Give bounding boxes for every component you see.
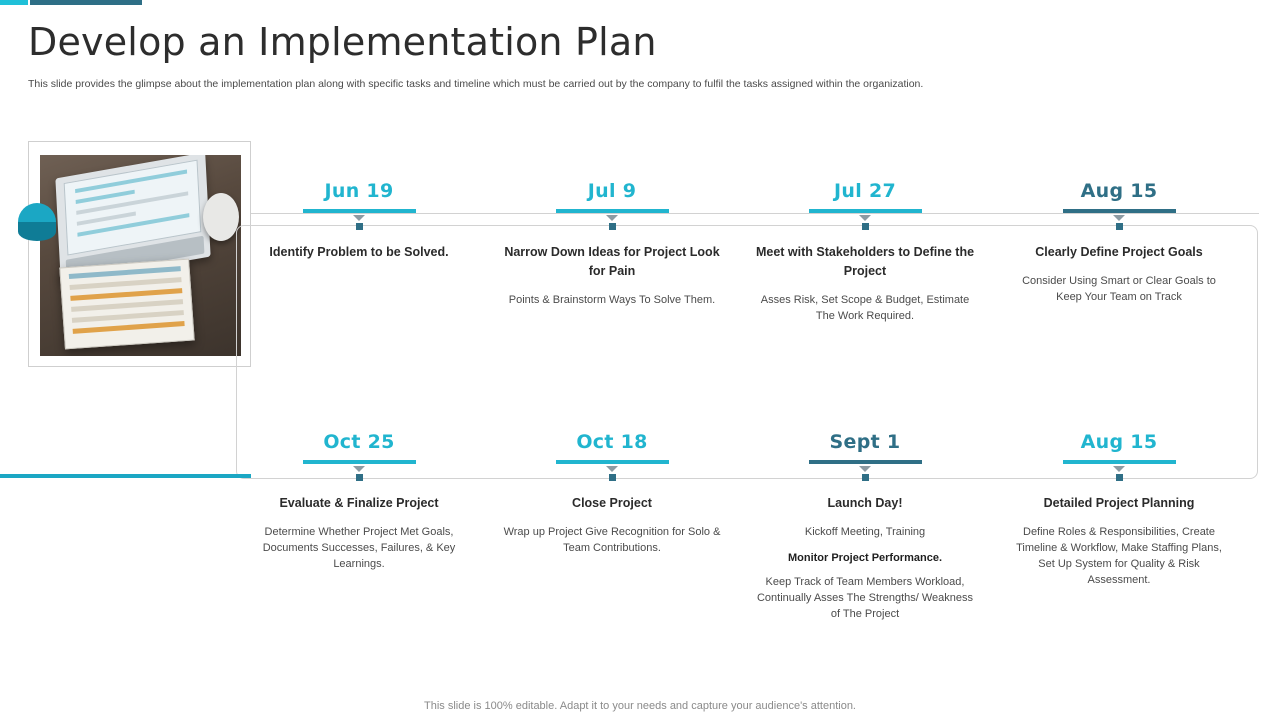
chevron-down-icon	[859, 215, 871, 221]
accent-bar-teal	[0, 0, 28, 5]
circle-decoration-lower-icon	[18, 222, 56, 241]
chevron-down-icon	[353, 466, 365, 472]
milestone-body: Points & Brainstorm Ways To Solve Them.	[508, 294, 716, 306]
milestone-tick-icon	[609, 474, 616, 481]
milestone-heading: Detailed Project Planning	[1043, 496, 1195, 510]
milestone-body: Wrap up Project Give Recognition for Solo & Team Contributions.	[503, 526, 721, 554]
milestone-underline	[556, 209, 669, 213]
milestone-card	[1009, 431, 1229, 588]
milestone-underline	[809, 460, 922, 464]
milestone-heading: Evaluate & Finalize Project	[279, 496, 439, 510]
desk-photo	[40, 155, 241, 356]
milestone-body-emphasis: Monitor Project Performance.	[787, 552, 943, 564]
milestone-underline	[303, 460, 416, 464]
milestone-heading: Launch Day!	[827, 496, 903, 510]
milestone-date: Jun 19	[324, 180, 394, 202]
milestone-underline	[1063, 460, 1176, 464]
chevron-down-icon	[1113, 466, 1125, 472]
milestone-card	[755, 431, 975, 622]
milestone-heading: Meet with Stakeholders to Define the Project	[755, 245, 975, 278]
milestone-date: Aug 15	[1080, 431, 1158, 453]
milestone-card	[249, 431, 469, 572]
milestone-body-line2: Keep Track of Team Members Workload, Continually Asses The Strengths/ Weakness of The Project	[756, 576, 974, 620]
timeline-bottom-accent	[0, 474, 251, 478]
milestone-card	[249, 180, 469, 262]
chevron-down-icon	[353, 215, 365, 221]
chevron-down-icon	[606, 466, 618, 472]
footer-note: This slide is 100% editable. Adapt it to your needs and capture your audience's attention.	[424, 700, 856, 712]
milestone-date: Sept 1	[829, 431, 901, 453]
accent-bar-dark	[30, 0, 142, 5]
milestone-card	[502, 180, 722, 308]
milestone-tick-icon	[862, 223, 869, 230]
page-title: Develop an Implementation Plan	[28, 20, 657, 64]
milestone-heading: Close Project	[572, 496, 652, 510]
milestone-date: Oct 25	[323, 431, 395, 453]
milestone-card	[755, 180, 975, 324]
milestone-card	[502, 431, 722, 556]
tablet-graphic	[59, 259, 194, 350]
milestone-date: Oct 18	[576, 431, 648, 453]
milestone-underline	[809, 209, 922, 213]
milestone-tick-icon	[356, 223, 363, 230]
milestone-date: Jul 27	[834, 180, 896, 202]
milestone-tick-icon	[609, 223, 616, 230]
milestone-heading: Narrow Down Ideas for Project Look for Pain	[504, 245, 720, 278]
milestone-tick-icon	[862, 474, 869, 481]
milestone-tick-icon	[356, 474, 363, 481]
chevron-down-icon	[606, 215, 618, 221]
chevron-down-icon	[1113, 215, 1125, 221]
milestone-tick-icon	[1116, 474, 1123, 481]
milestone-tick-icon	[1116, 223, 1123, 230]
milestone-body: Determine Whether Project Met Goals, Documents Successes, Failures, & Key Learnings.	[262, 526, 456, 570]
chevron-down-icon	[859, 466, 871, 472]
milestone-heading: Clearly Define Project Goals	[1035, 245, 1203, 259]
milestone-body: Consider Using Smart or Clear Goals to Keep Your Team on Track	[1022, 275, 1216, 303]
milestone-body: Define Roles & Responsibilities, Create Timeline & Workflow, Make Staffing Plans, Set Up System for Quality & Risk Assessment.	[1016, 526, 1222, 586]
page-subtitle: This slide provides the glimpse about the implementation plan along with specific tasks and timeline which must be carried out by the company to fulfil the tasks assigned within the organization.	[28, 78, 924, 90]
milestone-underline	[1063, 209, 1176, 213]
milestone-date: Aug 15	[1080, 180, 1158, 202]
milestone-body: Asses Risk, Set Scope & Budget, Estimate The Work Required.	[760, 294, 970, 322]
image-card	[28, 141, 251, 367]
milestone-body	[755, 524, 975, 622]
mouse-graphic	[203, 193, 239, 241]
milestone-body-line1: Kickoff Meeting, Training	[804, 526, 926, 538]
milestone-underline	[303, 209, 416, 213]
milestone-underline	[556, 460, 669, 464]
milestone-heading: Identify Problem to be Solved.	[269, 245, 449, 259]
milestone-card	[1009, 180, 1229, 305]
milestone-date: Jul 9	[587, 180, 637, 202]
